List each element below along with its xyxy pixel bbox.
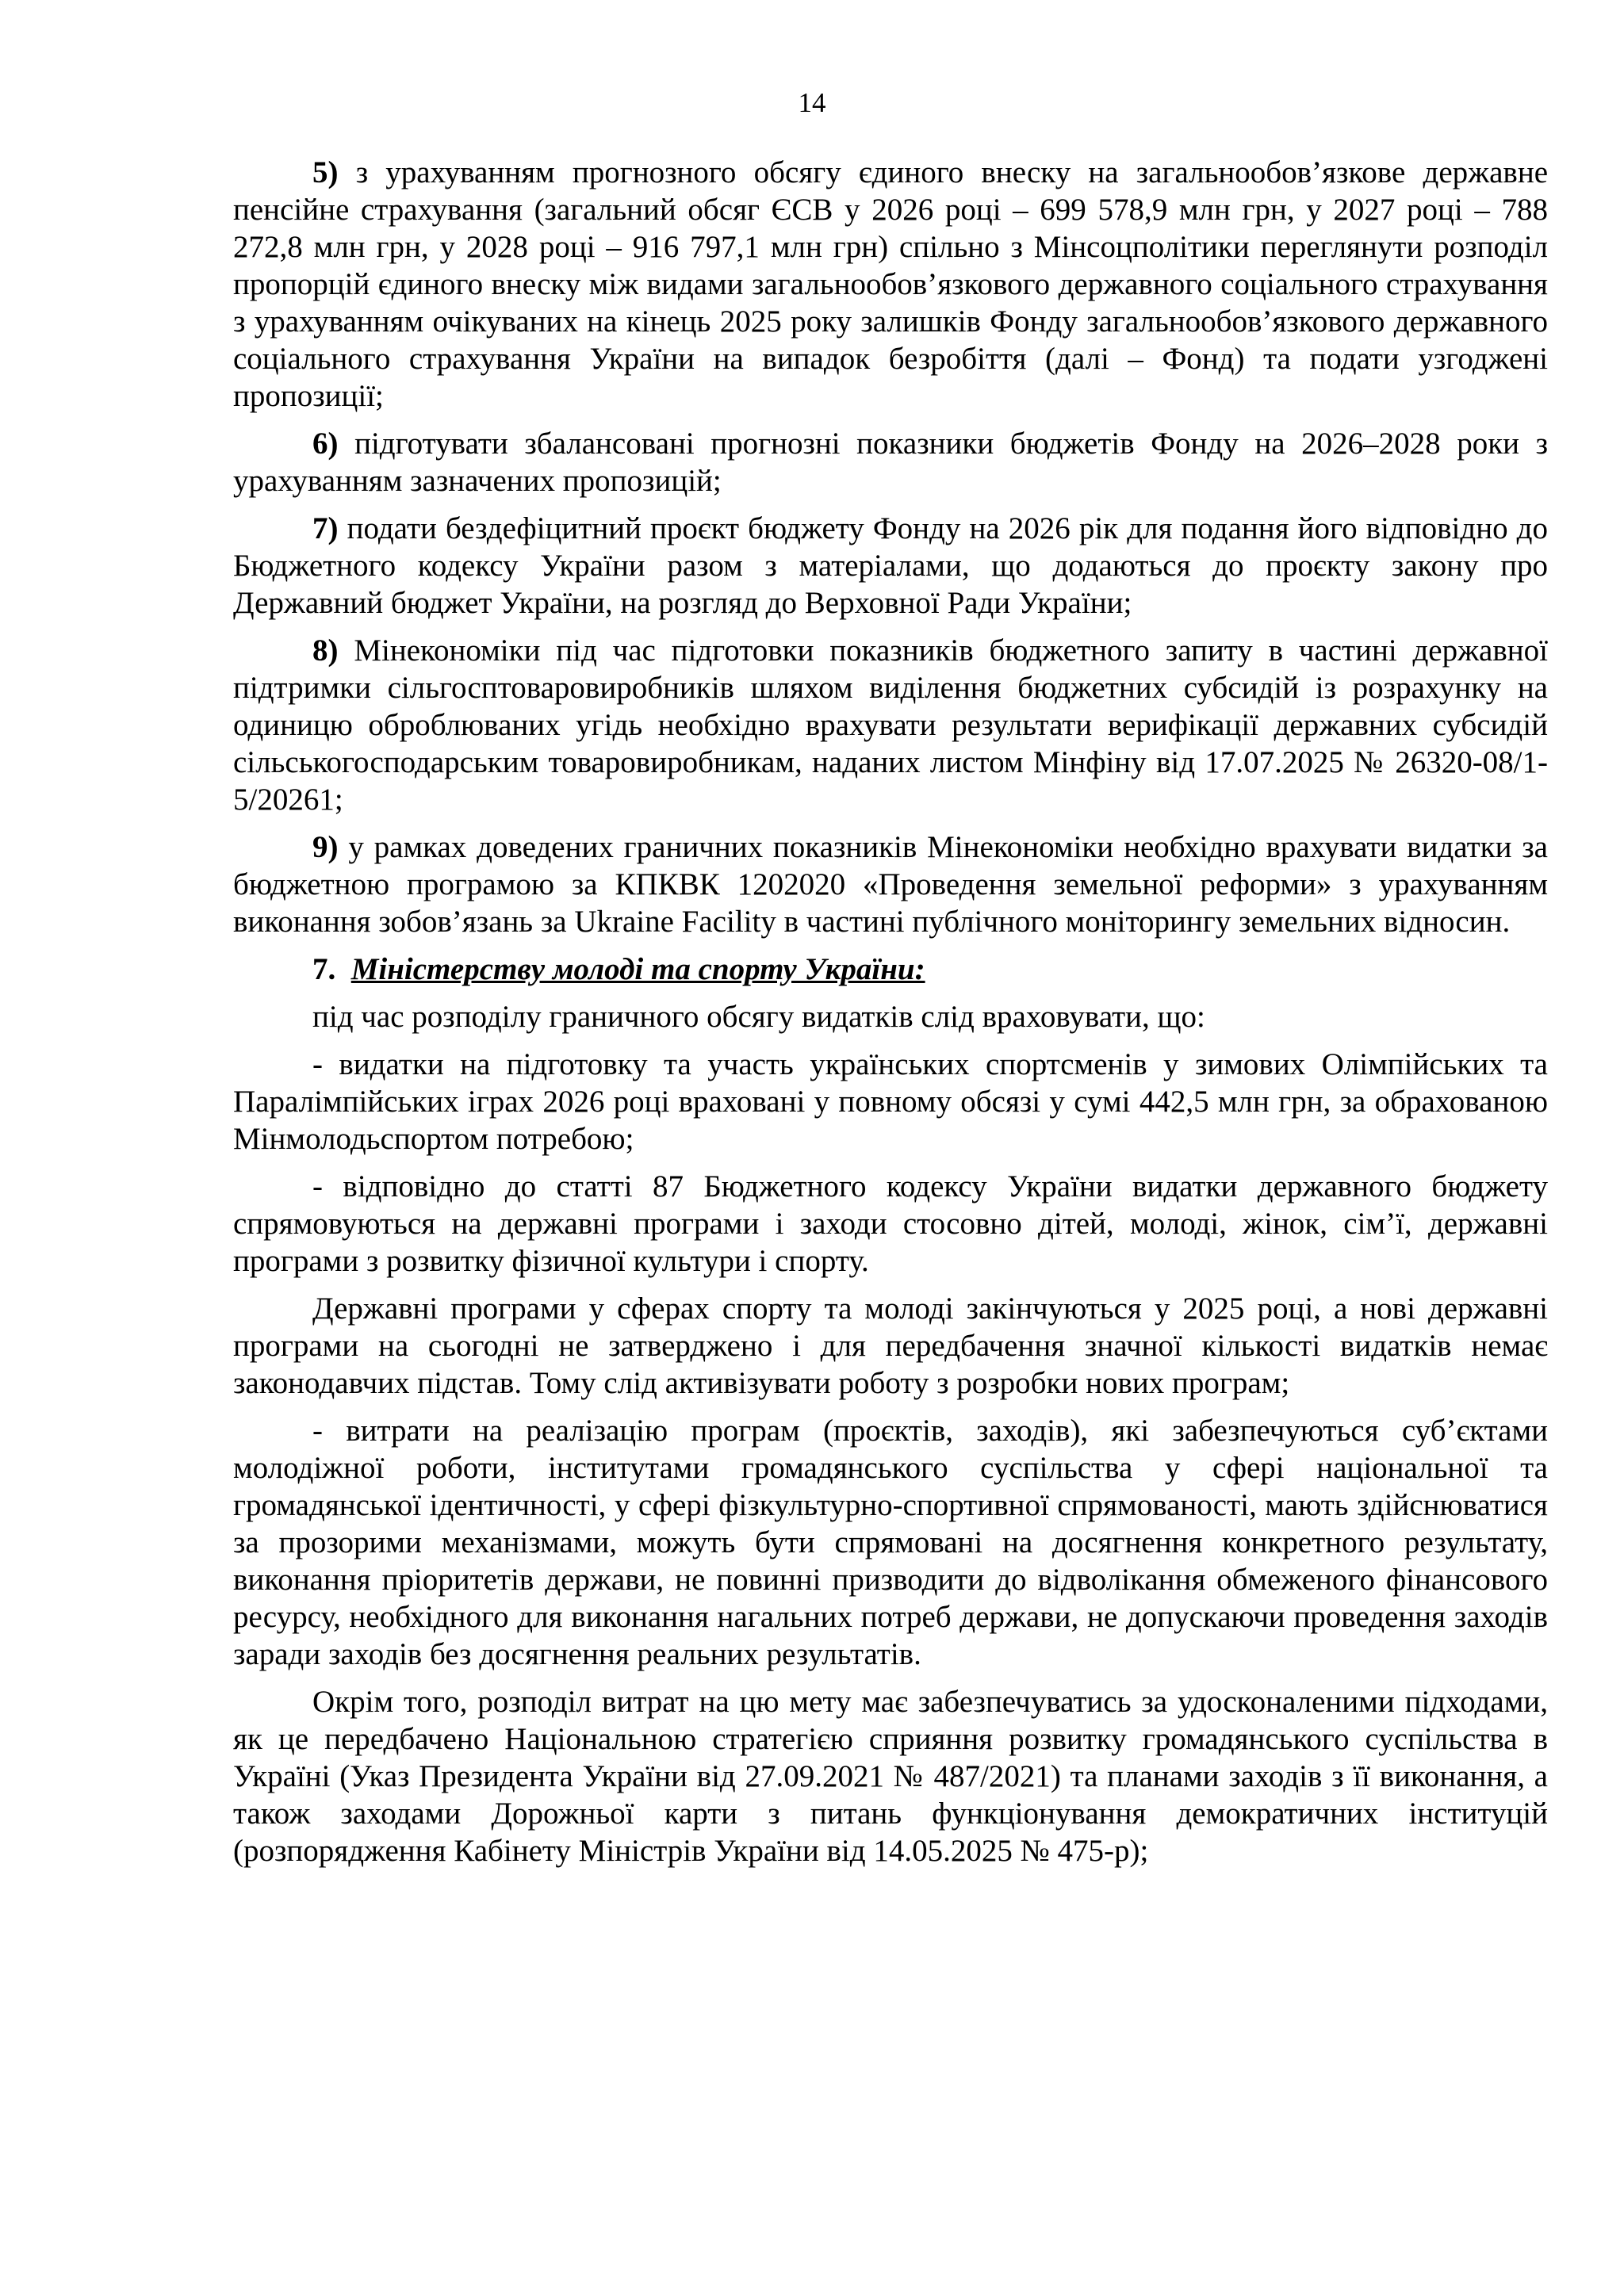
item-text: подати бездефіцитний проєкт бюджету Фонду на 2026 рік для подання його відповідно до Бюджетного кодексу України разом з матеріалами, що додаються до проєкту закону про Державний бюджет України, на розгляд до Верховної Ради України;	[233, 511, 1549, 620]
section-title: Міністерству молоді та спорту України:	[350, 952, 925, 986]
item-number: 8)	[312, 633, 339, 668]
paragraph: Державні програми у сферах спорту та молоді закінчуються у 2025 році, а нові державні програми на сьогодні не затверджено і для передбачення значної кількості видатків немає законодавчих підстав. Тому слід активізувати роботу з розробки нових програм;	[233, 1292, 1548, 1400]
item-number: 6)	[312, 427, 339, 461]
item-text: у рамках доведених граничних показників Мінекономіки необхідно врахувати видатки за бюджетною програмою за КПКВК 1202020 «Проведення земельної реформи» з урахуванням виконання зобов’язань за Ukraine Facility в частині публічного моніторингу земельних відносин.	[233, 830, 1548, 939]
item-number: 9)	[312, 830, 339, 864]
item-number: 5)	[312, 155, 339, 189]
list-item-8	[233, 632, 1548, 818]
paragraph: під час розподілу граничного обсягу видатків слід враховувати, що:	[312, 1000, 1205, 1034]
paragraph: Окрім того, розподіл витрат на цю мету має забезпечуватись за удосконаленими підходами, як це передбачено Національною стратегією сприяння розвитку громадянського суспільства в Україні (Указ Президента України від 27.09.2021 № 487/2021) та планами заходів з її виконання, а також заходами Дорожньої карти з питань функціонування демократичних інституцій (розпорядження Кабінету Міністрів України від 14.05.2025 № 475-р);	[233, 1685, 1548, 1868]
list-item-9	[233, 828, 1548, 940]
document-body	[233, 154, 1548, 1880]
list-item-6	[233, 425, 1548, 499]
paragraph: - видатки на підготовку та участь українських спортсменів у зимових Олімпійських та Паралімпійських іграх 2026 році враховані у повному обсязі у сумі 442,5 млн грн, за обрахованою Мінмолодьспортом потребою;	[233, 1047, 1548, 1156]
list-item-5	[233, 154, 1548, 415]
item-text: підготувати збалансовані прогнозні показники бюджетів Фонду на 2026–2028 роки з урахуванням зазначених пропозицій;	[233, 427, 1549, 498]
section-heading	[233, 951, 1548, 988]
page-number: 14	[798, 87, 826, 118]
item-text: Мінекономіки під час підготовки показників бюджетного запиту в частині державної підтримки сільгосптоваровиробників шляхом виділення бюджетних субсидій із розрахунку на одиницю оброблюваних угідь необхідно врахувати результати верифікації державних субсидій сільськогосподарським товаровиробникам, наданих листом Мінфіну від 17.07.2025 № 26320-08/1-5/20261;	[233, 633, 1548, 817]
paragraph: - відповідно до статті 87 Бюджетного кодексу України видатки державного бюджету спрямовуються на державні програми і заходи стосовно дітей, молоді, жінок, сім’ї, державні програми з розвитку фізичної культури і спорту.	[233, 1169, 1548, 1278]
item-text: з урахуванням прогнозного обсягу єдиного внеску на загальнообов’язкове державне пенсійне страхування (загальний обсяг ЄСВ у 2026 році – 699 578,9 млн грн, у 2027 році – 788 272,8 млн грн, у 2028 році – 916 797,1 млн грн) спільно з Мінсоцполітики переглянути розподіл пропорцій єдиного внеску між видами загальнообов’язкового державного соціального страхування з урахуванням очікуваних на кінець 2025 року залишків Фонду загальнообов’язкового державного соціального страхування України на випадок безробіття (далі – Фонд) та подати узгоджені пропозиції;	[233, 155, 1549, 413]
section-number: 7.	[312, 952, 336, 986]
item-number: 7)	[312, 511, 339, 545]
paragraph: - витрати на реалізацію програм (проєктів, заходів), які забезпечуються суб’єктами молодіжної роботи, інститутами громадянського суспільства у сфері національної та громадянської ідентичності, у сфері фізкультурно-спортивної спрямованості, мають здійснюватися за прозорими механізмами, можуть бути спрямовані на досягнення конкретного результату, виконання пріоритетів держави, не повинні призводити до відволікання обмеженого фінансового ресурсу, необхідного для виконання нагальних потреб держави, не допускаючи проведення заходів заради заходів без досягнення реальних результатів.	[233, 1414, 1548, 1671]
list-item-7	[233, 510, 1548, 622]
